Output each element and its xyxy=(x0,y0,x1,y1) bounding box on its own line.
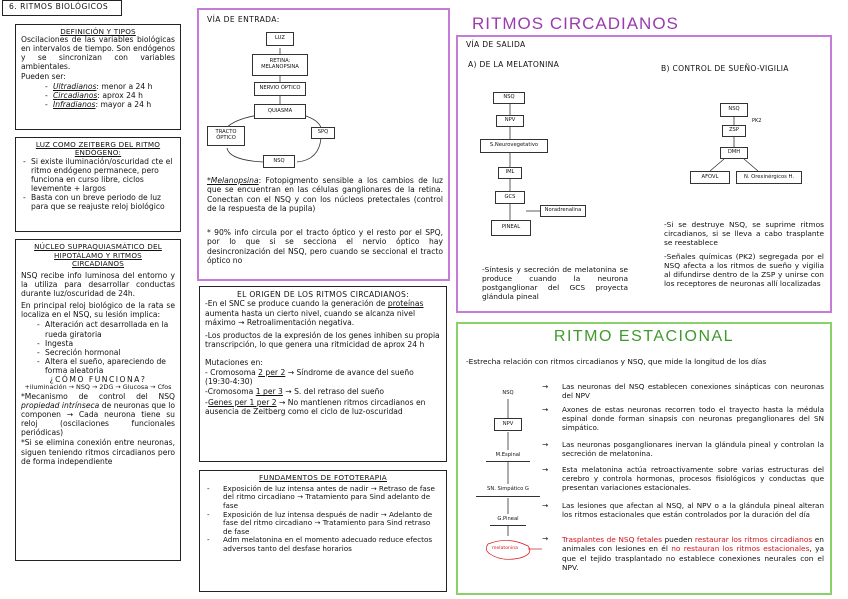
luz-list xyxy=(21,158,175,212)
estacional-title: RITMO ESTACIONAL xyxy=(553,328,735,345)
est-item-3: Las neuronas posganglionares inervan la glándula pineal y controlan la secreción de melatonina. xyxy=(562,440,824,458)
est-node-mespinal: M.Espinal xyxy=(486,450,530,462)
mutacion-2: -Cromosoma 1 per 3 → S. del retraso del sueño xyxy=(205,387,385,397)
como-funciona: ¿CÓMO FUNCIONA? xyxy=(49,375,147,385)
origen-title: EL ORIGEN DE LOS RITMOS CIRCADIANOS: xyxy=(237,290,409,299)
a-node-gcs: GCS xyxy=(495,191,525,204)
est-item-6: Trasplantes de NSQ fetales pueden restaurar los ritmos circadianos en animales con lesiones en él no restauran los ritmos estacionales, ya que el tejido trasplantado no establece conexiones neurales con el NPV. xyxy=(562,535,824,572)
definicion-title: DEFINICIÓN Y TIPOS xyxy=(60,27,136,36)
melanopsina-text: *Melanopsina: Fotopigmento sensible a los cambios de luz que se encuentran en las células ganglionares de la retina. Conectan con el NSQ y con los núcleos pretectales (control de la respuesta de la pupila) xyxy=(207,176,443,213)
list-item: - Circadianos: aprox 24 h xyxy=(43,92,175,101)
sueno-text-1: -Si se destruye NSQ, se suprime ritmos circadianos, si se lleva a cabo trasplante se reestablece xyxy=(664,220,824,248)
est-node-nsq: NSQ xyxy=(494,388,522,399)
est-item-2: Axones de estas neuronas recorren todo el trayecto hasta la médula espinal donde forman sinapsis con neuronas preganglionares del SN simpático. xyxy=(562,405,824,432)
a-node-sn: S.Neurovegetativo xyxy=(480,139,548,153)
est-node-pineal: G.Pineal xyxy=(490,514,526,526)
list-item: - Altera el sueño, apareciendo de forma aleatoria xyxy=(35,357,175,375)
origen-box xyxy=(199,286,447,462)
list-item: - Adm melatonina en el momento adecuado reduce efectos adversos tanto del desfase horarios xyxy=(205,536,441,553)
est-node-npv: NPV xyxy=(494,418,522,431)
list-item: - Basta con un breve periodo de luz para que se reajuste reloj biológico xyxy=(21,194,175,212)
b-node-zsp: ZSP xyxy=(722,125,746,137)
mutacion-3: -Genes per 1 per 2 → No mantienen ritmos circadianos en ausencia de Zeitberg como el ciclo de luz-oscuridad xyxy=(205,397,426,416)
via-entrada-title: VÍA DE ENTRADA: xyxy=(207,15,280,24)
funciona-formula: +iluminación → NSQ → 2DG → Glucosa → Cfos xyxy=(24,383,172,392)
nucleo-p2: En principal reloj biológico de la rata se localiza en el NSQ, su lesión implica: xyxy=(21,301,175,320)
a-node-iml: IML xyxy=(498,167,522,179)
via-salida-box xyxy=(456,35,832,313)
fototerapia-list xyxy=(205,485,441,554)
mutaciones-title: Mutaciones en: xyxy=(205,357,263,367)
section-tab xyxy=(2,0,122,16)
a-node-noradrenalina: Noradrenalina xyxy=(540,205,586,217)
via-entrada-diagram xyxy=(199,10,448,180)
node-retina: RETINA: MELANOPSINA xyxy=(252,54,308,76)
info-90: * 90% info circula por el tracto óptico y el resto por el SPQ, por lo que si se secciona el nervio óptico hay desincronización del NSQ, pero cuando se seccional el tracto óptico no xyxy=(207,228,443,265)
b-node-orexinergicos: N. Orexinérgicos H. xyxy=(736,171,802,184)
pueden-ser: Pueden ser: xyxy=(21,72,66,82)
node-quiasma: QUIASMA xyxy=(254,104,306,119)
node-tracto-optico: TRACTO ÓPTICO xyxy=(207,126,245,146)
via-salida-title: VÍA DE SALIDA xyxy=(466,40,526,49)
nucleo-list xyxy=(35,320,175,375)
est-item-1: Las neuronas del NSQ establecen conexiones sinápticas con neuronas del NPV xyxy=(562,382,824,400)
origen-p2: -Los productos de la expresión de los genes inhiben su propia transcripción, lo que genera una ritmicidad de aprox 24 h xyxy=(205,331,440,350)
tipos-list xyxy=(43,83,175,110)
melatonina-text: -Síntesis y secreción de melatonina se produce cuando la neurona postganglionar del GCS proyecta glándula pineal xyxy=(482,265,628,302)
estacional-box: RITMO ESTACIONAL -Estrecha relación con ritmos circadianos y NSQ, que mide la longitud de los días NSQ NPV M.Espinal SN. Simpático G G.Pineal melatonina → → → → → → Las neuronas del NSQ establecen conexiones sinápticas con neuronas del NPV Axones de estas neuronas recorren todo el trayecto hasta la médula espinal donde forman sinapsis con neuronas preganglionares del SN simpático. Las neuronas posganglionares inervan la glándula pineal y controlan la secreción de melatonina. Esta melatonina actúa retroactivamente sobre varias estructuras del cerebro y controla hormonas, procesos fisiológicos y conductas que presentan variaciones estacionales. Las lesiones que afectan al NSQ, al NPV o a la glándula pineal alteran los ritmos estacionales que están controlados por la duración del día Trasplantes de NSQ fetales pueden restaurar los ritmos circadianos en animales con lesiones en él no restauran los ritmos estacionales, ya que el tejido trasplantado no establece conexiones neurales con el NPV. xyxy=(456,322,832,595)
list-item: - Infradianos: mayor a 24 h xyxy=(43,101,175,110)
nucleo-box xyxy=(15,239,181,561)
sueno-text-2: -Señales químicas (PK2) segregada por el NSQ afecta a los ritmos de sueño y vigilia al difundirse dentro de la ZSP y unirse con los receptores de neuronas allí localizadas xyxy=(664,252,824,289)
b-node-pk2: PK2 xyxy=(752,118,762,124)
origen-p1: -En el SNC se produce cuando la generación de proteínas aumenta hasta un cierto nivel, cuando se alcanza nivel máximo → Retroalimentación negativa. xyxy=(205,299,424,327)
list-item: - Exposición de luz intensa antes de nadir → Retraso de fase del ritmo circadiano → Tratamiento para Sind adelanto de fase xyxy=(205,485,441,511)
list-item: - Ingesta xyxy=(35,339,175,348)
node-nsq: NSQ xyxy=(263,155,295,168)
list-item: - Exposición de luz intensa después de nadir → Adelanto de fase del ritmo circadiano → Tratamiento para Sind retraso de fase xyxy=(205,511,441,537)
melatonina-label: melatonina xyxy=(492,546,518,551)
definicion-body: Oscilaciones de las variables biológicas en intervalos de tiempo. Son endógenos y se sincronizan con variables ambientales. xyxy=(21,35,175,72)
melatonina-title: A) DE LA MELATONINA xyxy=(468,60,560,69)
mecanismo: *Mecanismo de control del NSQ propiedad intrínseca de neuronas que lo componen → Cada neurona tiene su reloj (oscilaciones funcionales periódicas) xyxy=(21,391,175,438)
estacional-intro: -Estrecha relación con ritmos circadianos y NSQ, que mide la longitud de los días xyxy=(466,357,767,366)
est-node-simpatico: SN. Simpático G xyxy=(476,484,540,497)
node-spq: SPQ xyxy=(311,127,335,139)
node-nervio-optico: NERVIO ÓPTICO xyxy=(254,82,306,96)
luz-title: LUZ COMO ZEITBERG DEL RITMO ENDÓGENO: xyxy=(35,140,161,158)
list-item: - Secreción hormonal xyxy=(35,348,175,357)
luz-zeitberg-box xyxy=(15,137,181,232)
b-node-nsq: NSQ xyxy=(720,103,748,117)
list-item: - Si existe iluminación/oscuridad cte el ritmo endógeno permanece, pero funciona en curso libre, ciclos levemente + largos xyxy=(21,158,175,194)
list-item: - Alteración act desarrollada en la rueda giratoria xyxy=(35,320,175,338)
b-node-dmh: DMH xyxy=(720,147,748,159)
via-entrada-box xyxy=(197,8,450,281)
est-item-4: Esta melatonina actúa retroactivamente sobre varias estructuras del cerebro y controla hormonas, procesos fisiológicos y conductas que presentan variaciones estacionales. xyxy=(562,465,824,492)
fototerapia-box xyxy=(199,470,447,592)
circadianos-title: RITMOS CIRCADIANOS xyxy=(472,14,679,33)
node-luz: LUZ xyxy=(266,32,294,46)
est-item-5: Las lesiones que afectan al NSQ, al NPV o a la glándula pineal alteran los ritmos estacionales que están controlados por la duración del día xyxy=(562,501,824,519)
nucleo-p1: NSQ recibe info luminosa del entorno y la utiliza para desarrollar conductas durante luz/oscuridad de 24h. xyxy=(21,270,175,299)
a-node-pineal: PINEAL xyxy=(491,220,531,236)
a-node-nsq: NSQ xyxy=(493,92,525,104)
a-node-npv: NPV xyxy=(496,115,524,127)
nucleo-title: NÚCLEO SUPRAQUIASMÁTICO DEL HIPOTÁLAMO Y RITMOS CIRCADIANOS xyxy=(34,242,162,269)
fototerapia-title: FUNDAMENTOS DE FOTOTERAPIA xyxy=(258,473,388,482)
sueno-title: B) CONTROL DE SUEÑO-VIGILIA xyxy=(661,64,789,73)
nucleo-final: *Si se elimina conexión entre neuronas, siguen teniendo ritmos circadianos pero de forma independiente xyxy=(21,438,175,466)
mutacion-1: - Cromosoma 2 per 2 → Síndrome de avance del sueño (19:30-4:30) xyxy=(205,367,414,386)
definicion-box xyxy=(15,24,181,130)
list-item: - Ultradianos: menor a 24 h xyxy=(43,83,175,92)
section-tab-label: 6. RITMOS BIOLÓGICOS xyxy=(9,2,109,11)
b-node-afovl: AFOVL xyxy=(690,171,730,184)
